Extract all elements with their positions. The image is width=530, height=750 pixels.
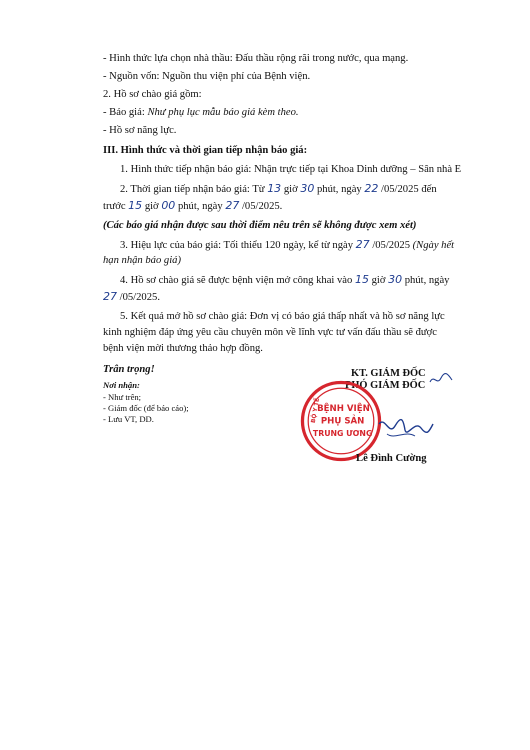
hour-label: giờ [281,184,301,195]
recipient-item: - Như trên; [103,392,142,402]
receipt-time-line-2 [103,199,282,214]
stamp-side-text: BỘ Y TẾ [310,397,322,424]
minute-day-label: phút, ngày [175,201,226,212]
from-hour-handwritten: 13 [267,182,282,195]
month-year-label: /05/2025. [117,292,160,303]
initials-mark-icon [428,370,454,388]
to-minute-handwritten: 00 [161,199,176,212]
receipt-time-line-1 [120,182,437,197]
recipient-item: - Lưu VT, DD. [103,414,154,424]
month-year-label: /05/2025. [239,201,283,212]
handwritten-signature-icon [375,410,435,450]
signature-title-1: KT. GIÁM ĐỐC [351,368,426,379]
quote-line [103,106,299,120]
signer-name: Lê Đình Cường [356,453,427,464]
recipient-item: - Giám đốc (để báo cáo); [103,403,189,413]
month-year-label: /05/2025 đến [378,184,437,195]
open-minute-handwritten: 30 [388,273,403,286]
result-line-2: kinh nghiệm đáp ứng yêu cầu chuyên môn về lĩnh vực tư vấn đấu thầu sẽ được [103,327,437,338]
before-label: trước [103,201,129,212]
opening-label: 4. Hồ sơ chào giá sẽ được bệnh viện mở công khai vào [120,275,355,286]
stamp-line-3: TRUNG ƯƠNG [312,428,373,438]
capability-profile-line: - Hồ sơ năng lực. [103,125,177,136]
funding-source-line: - Nguồn vốn: Nguồn thu viện phí của Bệnh viện. [103,71,311,82]
minute-day-label: phút, ngày [314,184,365,195]
receipt-method-line: 1. Hình thức tiếp nhận báo giá: Nhận trực tiếp tại Khoa Dinh dưỡng – Sân nhà E [120,164,462,175]
open-hour-handwritten: 15 [354,273,369,286]
hospital-stamp [300,380,382,462]
opening-line-2 [103,290,160,305]
quote-appendix-text: Như phụ lục mẫu báo giá kèm theo. [147,107,299,118]
recipients-title: Nơi nhận: [103,380,140,390]
stamp-line-1: BỆNH VIỆN [317,404,370,415]
validity-label: 3. Hiệu lực của báo giá: Tối thiểu 120 ngày, kể từ ngày [120,240,356,251]
late-quote-note: (Các báo giá nhận được sau thời điểm nêu trên sẽ không được xem xét) [103,220,417,231]
quote-documents-heading: 2. Hồ sơ chào giá gồm: [103,89,202,100]
quote-label: - Báo giá: [103,107,148,118]
validity-line-2: hạn nhận báo giá) [103,255,181,266]
valid-day-handwritten: 27 [355,238,370,251]
section-3-heading: III. Hình thức và thời gian tiếp nhận báo giá: [103,145,308,156]
selection-method-line: - Hình thức lựa chọn nhà thầu: Đấu thầu rộng rãi trong nước, qua mạng. [103,53,409,64]
to-hour-handwritten: 15 [128,199,143,212]
to-day-handwritten: 27 [225,199,240,212]
minute-day-label: phút, ngày [402,275,450,286]
month-year-label: /05/2025 [369,240,413,251]
open-day-handwritten: 27 [103,290,117,303]
regards-text: Trân trọng! [103,364,155,375]
hour-label: giờ [368,275,389,286]
result-line-3: bệnh viện mời thương thảo hợp đồng. [103,343,263,354]
result-line-1: 5. Kết quả mở hồ sơ chào giá: Đơn vị có báo giá thấp nhất và hồ sơ năng lực [120,311,445,322]
from-day-handwritten: 22 [364,182,379,195]
hour-label: giờ [142,201,162,212]
from-minute-handwritten: 30 [300,182,315,195]
opening-line-1 [120,273,449,288]
signature-title-2: PHÓ GIÁM ĐỐC [345,380,426,391]
receipt-time-label: 2. Thời gian tiếp nhận báo giá: Từ [120,184,268,195]
validity-line-1 [120,238,454,253]
expiry-note-start: (Ngày hết [412,240,455,251]
stamp-line-2: PHỤ SẢN [320,416,365,427]
